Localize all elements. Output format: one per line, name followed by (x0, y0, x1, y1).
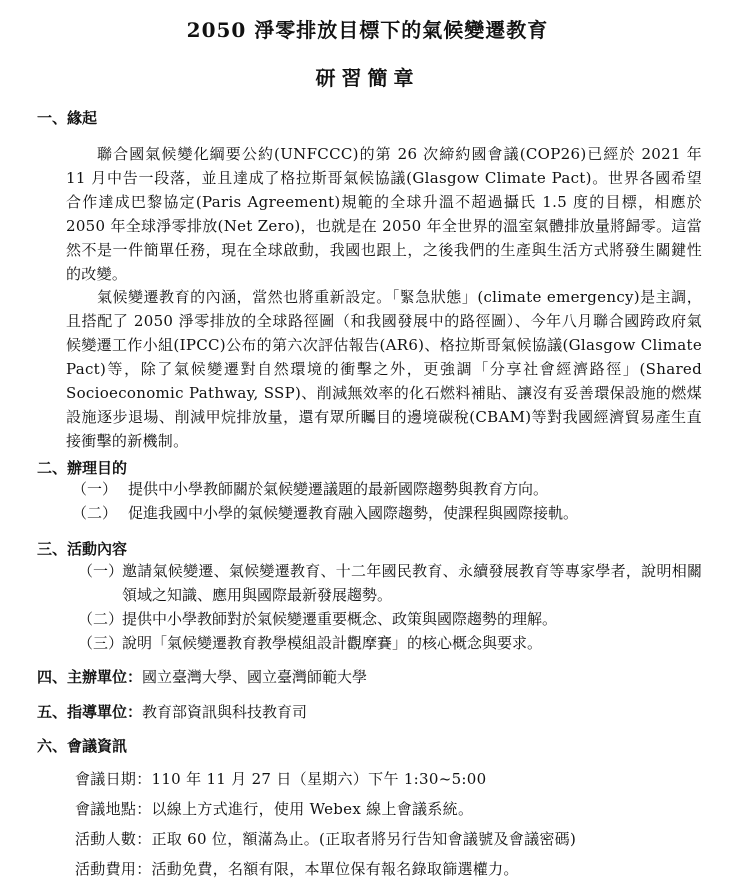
list-text: 邀請氣候變遷、氣候變遷教育、十二年國民教育、永續發展教育等專家學者，說明相關領域之知識、應用與國際最新發展趨勢。 (122, 562, 702, 604)
list-text: 說明「氣候變遷教育教學模組設計觀摩賽」的核心概念與要求。 (122, 634, 543, 652)
document-title: 2050 淨零排放目標下的氣候變遷教育 (186, 18, 549, 42)
list-number: （一） (72, 480, 118, 498)
meeting-capacity: 活動人數：正取 60 位，額滿為止。(正取者將另行告知會議號及會議密碼) (75, 830, 577, 848)
section-heading-background: 一、緣起 (37, 109, 98, 127)
list-number: （三） (78, 634, 124, 652)
section-heading-activities: 三、活動內容 (37, 540, 128, 558)
list-number: （二） (72, 504, 118, 522)
list-text: 促進我國中小學的氣候變遷教育融入國際趨勢，使課程與國際接軌。 (128, 504, 579, 522)
organizer-line (37, 666, 367, 687)
advisor-line (37, 701, 307, 722)
section-heading-purpose: 二、辦理目的 (37, 459, 128, 477)
list-number: （一） (78, 562, 124, 580)
document-subtitle: 研習簡章 (315, 66, 420, 90)
list-number: （二） (78, 610, 124, 628)
organizer-label: 四、主辦單位： (37, 668, 143, 686)
meeting-location: 會議地點：以線上方式進行，使用 Webex 線上會議系統。 (75, 800, 474, 818)
meeting-date: 會議日期：110 年 11 月 27 日（星期六）下午 1:30~5:00 (75, 770, 487, 788)
section-heading-meeting: 六、會議資訊 (37, 737, 128, 755)
advisor-label: 五、指導單位： (37, 703, 143, 721)
background-paragraph: 氣候變遷教育的內涵，當然也將重新設定。「緊急狀態」(climate emergency)是主調，且搭配了 2050 淨零排放的全球路徑圖（和我國發展中的路徑圖）、今年八月聯合國跨政府氣候變遷工作小組(IPCC)公布的第六次評估報告(AR6)、格拉斯哥氣候協議(Glasgow Climate Pact)等，除了氣候變遷對自然環境的衝擊之外，更強調「分享社會經濟路徑」(Shared Socioeconomic Pathway, SSP)、削減無效率的化石燃料補貼、讓沒有妥善環保設施的燃煤設施逐步退場、削減甲烷排放量，還有眾所矚目的邊境碳稅(CBAM)等對我國經濟貿易產生直接衝擊的新機制。 (66, 288, 702, 450)
organizer-value: 國立臺灣大學、國立臺灣師範大學 (142, 668, 368, 686)
meeting-fee: 活動費用：活動免費，名額有限，本單位保有報名錄取篩選權力。 (75, 860, 519, 878)
advisor-value: 教育部資訊與科技教育司 (142, 703, 308, 721)
list-text: 提供中小學教師對於氣候變遷重要概念、政策與國際趨勢的理解。 (122, 610, 558, 628)
background-paragraph: 聯合國氣候變化綱要公約(UNFCCC)的第 26 次締約國會議(COP26)已經於 2021 年 11 月中告一段落，並且達成了格拉斯哥氣候協議(Glasgow Climate Pact)。世界各國希望合作達成巴黎協定(Paris Agreement)規範的全球升溫不超過攝氏 1.5 度的目標，相應於 2050 年全球淨零排放(Net Zero)，也就是在 2050 年全世界的溫室氣體排放量將歸零。這當然不是一件簡單任務，現在全球啟動，我國也跟上，之後我們的生產與生活方式將發生關鍵性的改變。 (66, 145, 702, 283)
list-text: 提供中小學教師關於氣候變遷議題的最新國際趨勢與教育方向。 (128, 480, 549, 498)
